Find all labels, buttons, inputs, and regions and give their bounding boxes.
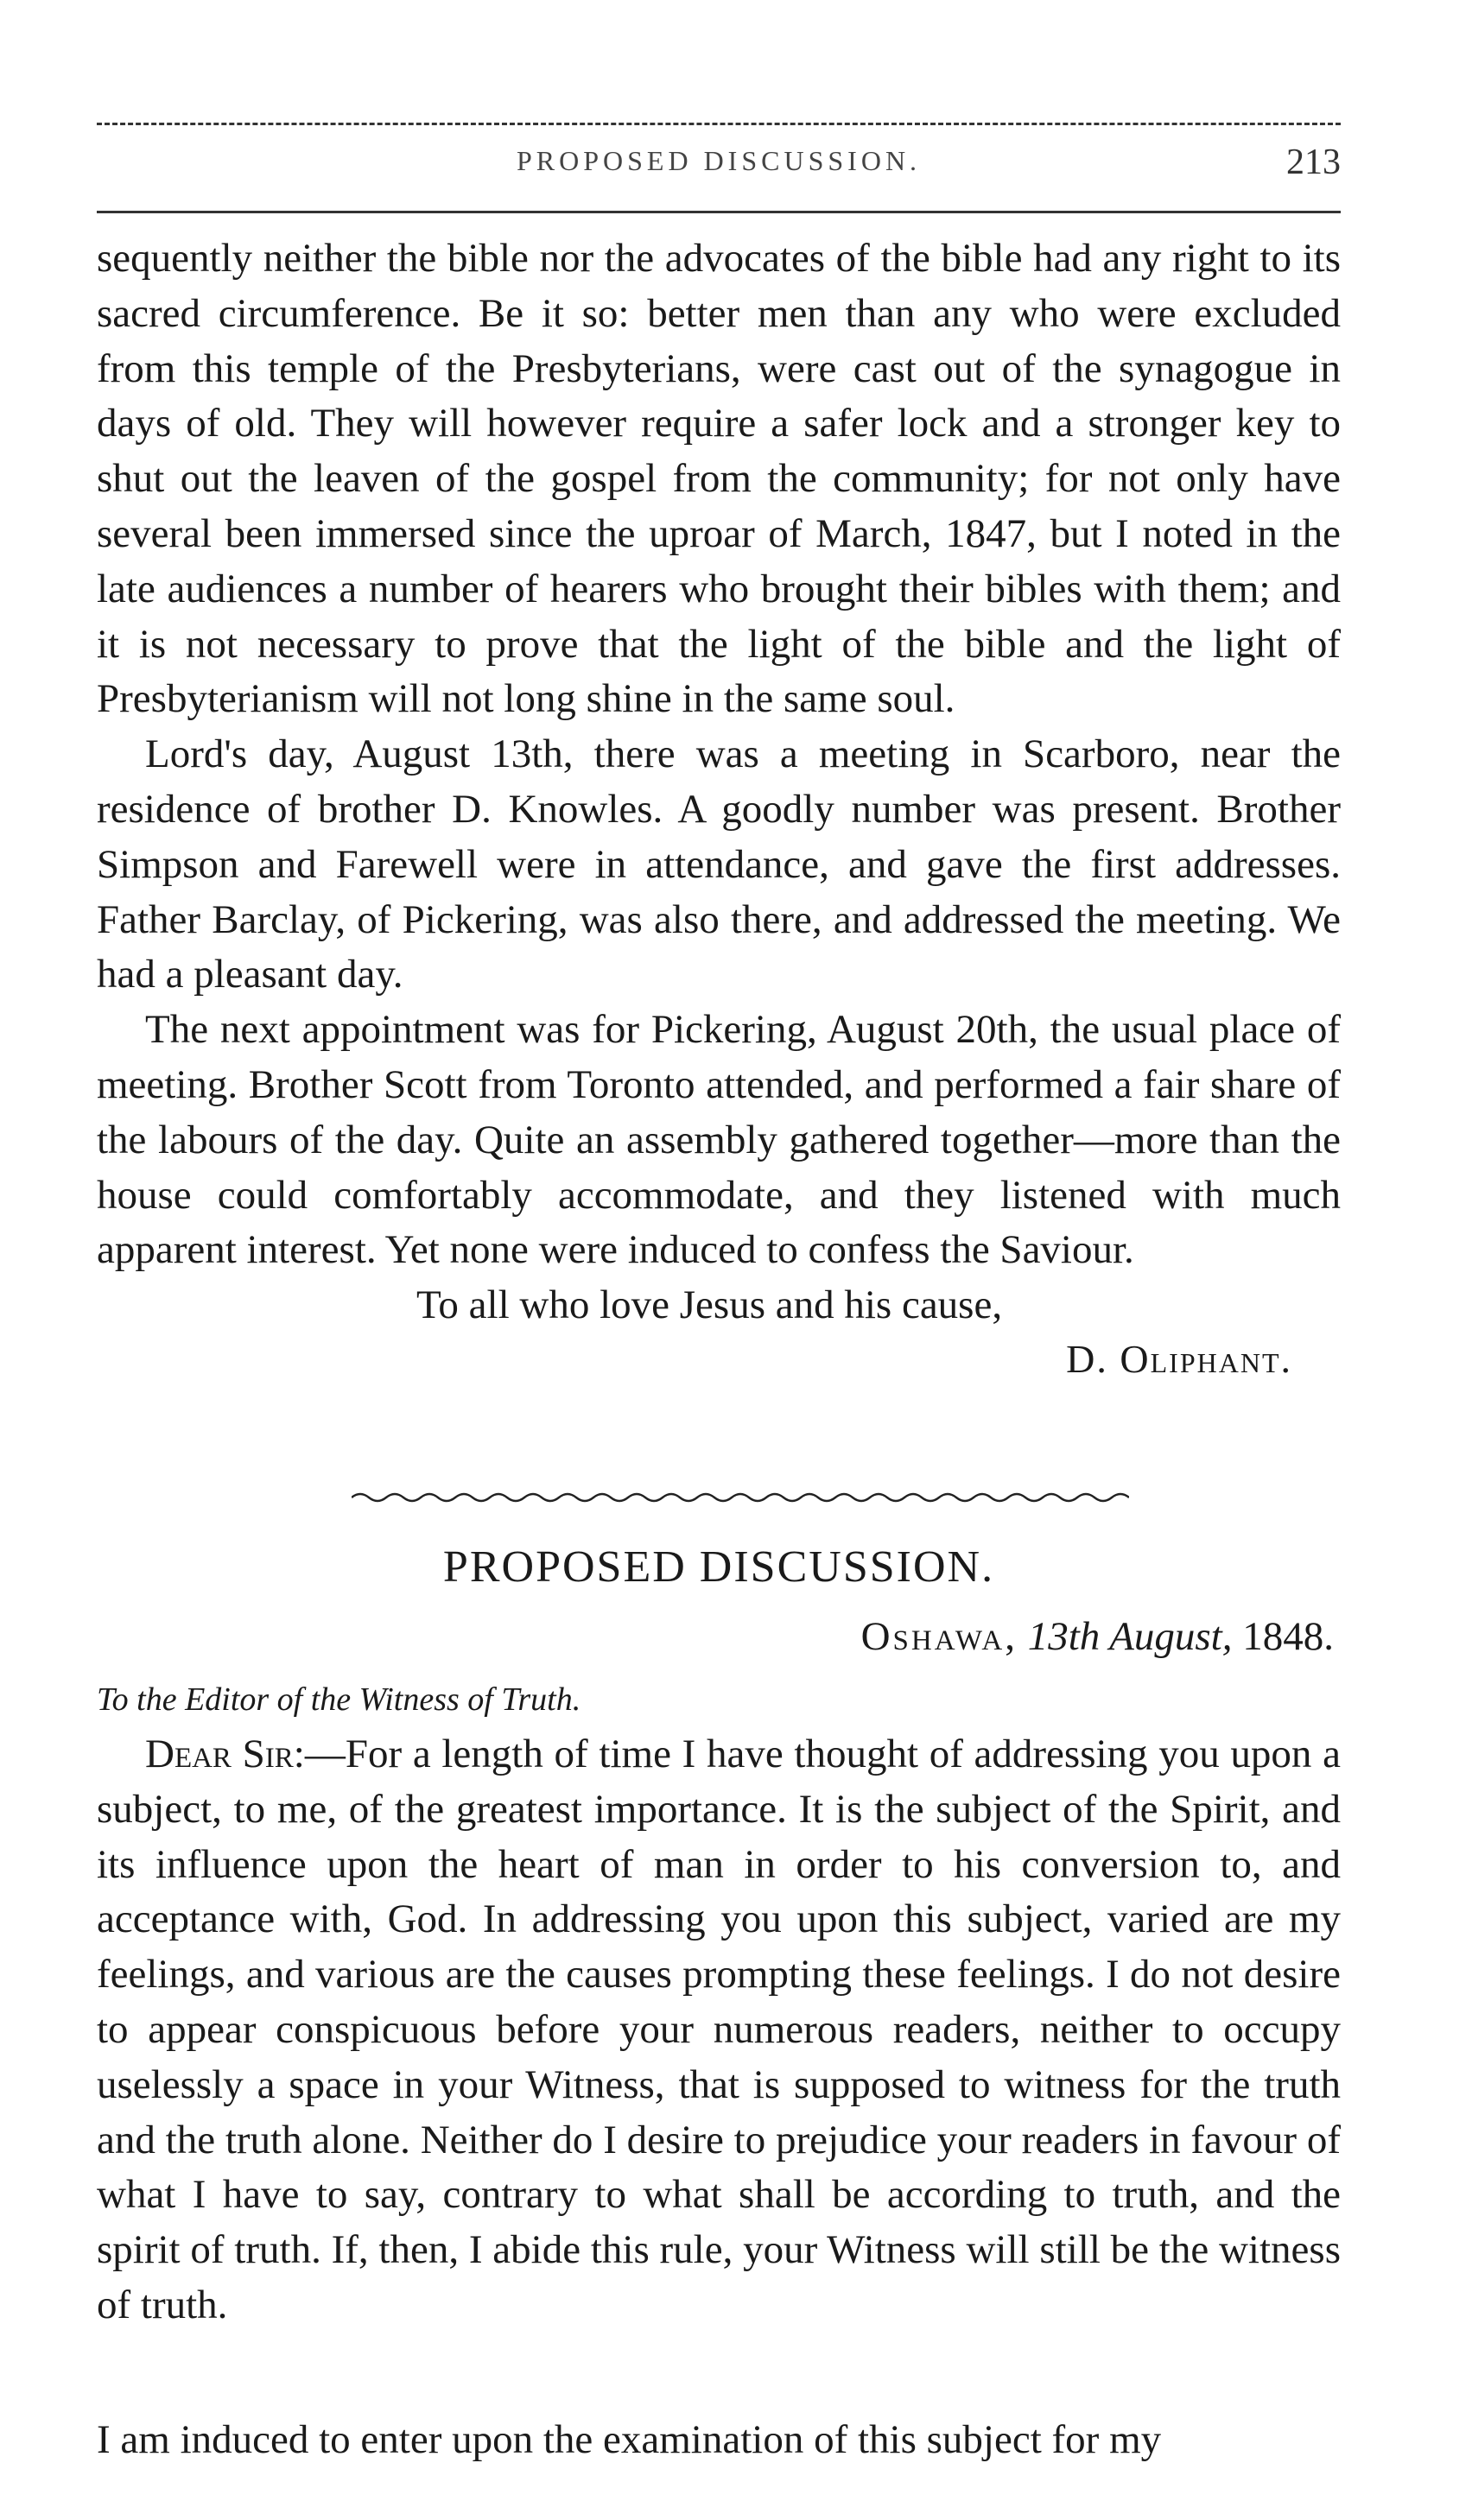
dateline-date: 13th August, [1027, 1614, 1233, 1659]
wavy-divider-line [352, 1494, 1129, 1501]
running-title: PROPOSED DISCUSSION. [516, 145, 922, 176]
salutation: Dear Sir [145, 1732, 294, 1776]
letter-body [97, 1727, 1341, 2333]
letter-paragraph-2: I am induced to enter upon the examination of this subject for my [97, 2417, 1162, 2462]
article-continuation [97, 231, 1341, 1385]
letter-address: To the Editor of the Witness of Truth. [97, 1681, 581, 1718]
page-number: 213 [1286, 142, 1341, 182]
wavy-divider [352, 1487, 1129, 1508]
dateline [138, 1613, 1382, 1660]
dateline-place: Oshawa, [860, 1614, 1018, 1659]
top-rule [97, 123, 1341, 125]
letter-paragraph-1 [97, 1727, 1341, 2333]
paragraph-3: The next appointment was for Pickering, August 20th, the usual place of meeting. Brother Scott from Toronto attended, and performed a fair share of the labours of the day. Quite an assembly gathered together—more than the house could comfortably accommodate, and they listened with much apparent interest. Yet none were induced to confess the Saviour. [97, 1007, 1341, 1273]
book-page [97, 0, 1382, 2520]
paragraph-2: Lord's day, August 13th, there was a meeting in Scarboro, near the residence of brother D. Knowles. A goodly number was present. Brother Simpson and Farewell were in attendance, and gave the first addresses. Father Barclay, of Pickering, was also there, and addressed the meeting. We had a pleasant day. [97, 731, 1341, 997]
running-head [97, 142, 1341, 188]
header-rule [97, 211, 1341, 213]
letter-paragraph-1-text: :—For a length of time I have thought of addressing you upon a subject, to me, of the greatest importance. It is the subject of the Spirit, and its influence upon the heart of man in order to his conversion to, and acceptance with, God. In addressing you upon this subject, varied are my feelings, and various are the causes prompting these feelings. I do not desire to appear conspicuous before your numerous readers, neither to occupy uselessly a space in your Witness, that is supposed to witness for the truth and the truth alone. Neither do I desire to prejudice your readers in favour of what I have to say, contrary to what shall be according to truth, and the spirit of truth. If, then, I abide this rule, your Witness will still be the witness of truth. [97, 1732, 1341, 2327]
dateline-year: 1848. [1242, 1614, 1334, 1659]
signature: D. Oliphant. [1066, 1336, 1292, 1381]
paragraph-1: sequently neither the bible nor the advocates of the bible had any right to its sacred circumference. Be it so: better men than any who were excluded from this temple of the Presbyterians, were cast out of the synagogue in days of old. They will however require a safer lock and a stronger key to shut out the leaven of the gospel from the community; for not only have several been immersed since the uproar of March, 1847, but I noted in the late audiences a number of hearers who brought their bibles with them; and it is not necessary to prove that the light of the bible and the light of Presbyterianism will not long shine in the same soul. [97, 236, 1341, 722]
closing-line: To all who love Jesus and his cause, [416, 1282, 1003, 1328]
section-title: PROPOSED DISCUSSION. [442, 1542, 995, 1592]
